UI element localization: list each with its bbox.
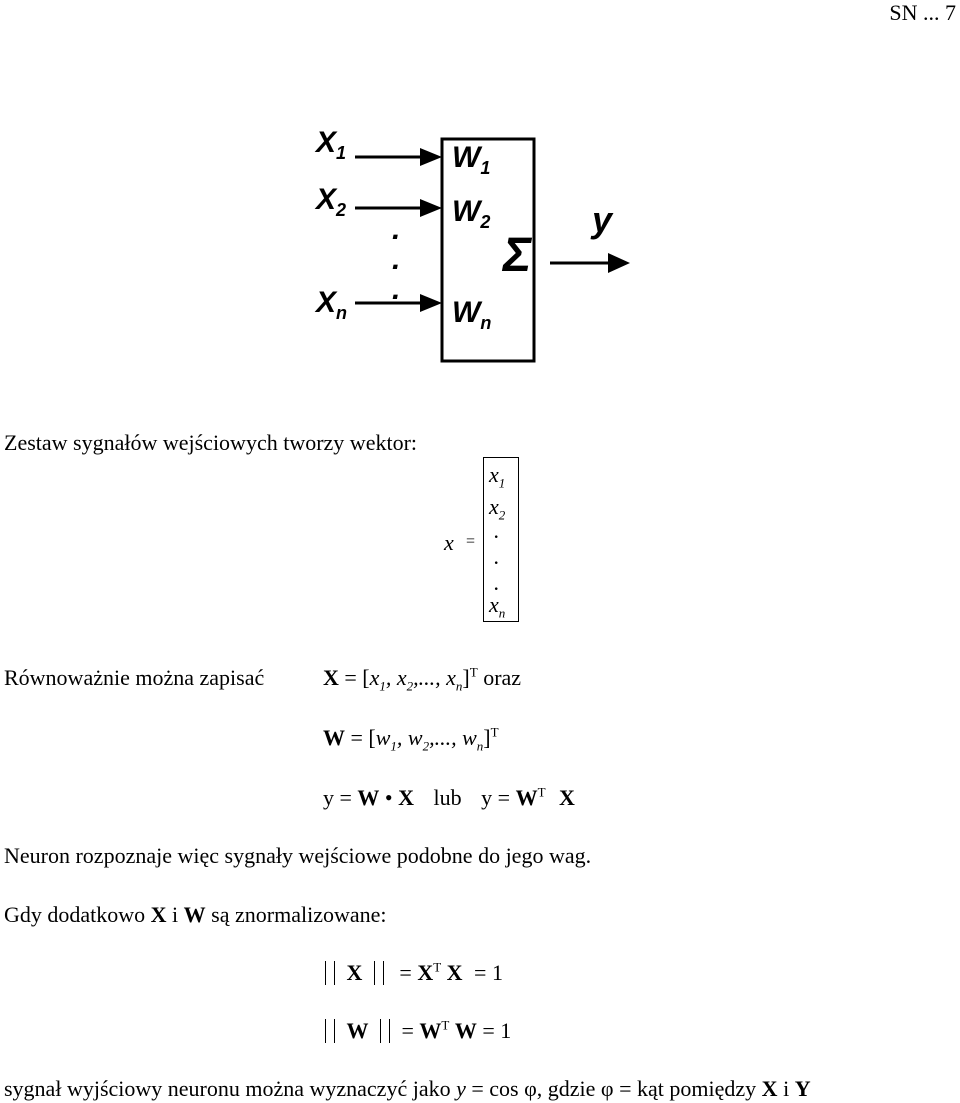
input-label-1: $X_1$	[316, 126, 347, 163]
intro-text: Zestaw sygnałów wejściowych tworzy wektor:	[4, 430, 418, 455]
vector-lhs: x	[444, 530, 454, 555]
norm-bar-right	[380, 1019, 390, 1043]
recognize-text: Neuron rozpoznaje więc sygnały wejściowe podobne do jego wag.	[4, 843, 592, 868]
final-text: sygnał wyjściowy neuronu można wyznaczyć jako y = cos φ, gdzie φ = kąt pomiędzy X i Y	[4, 1076, 811, 1101]
page-number: SN ... 7	[889, 0, 956, 25]
weight-label-1: $W_1$	[452, 141, 491, 178]
vector-el-dot-3: .	[494, 570, 500, 595]
sum-symbol: Σ	[503, 229, 532, 282]
output-arrow	[550, 253, 630, 273]
weight-label-2: $W_2$	[452, 195, 491, 232]
vector-el-n: $x_n$	[489, 592, 506, 621]
equation-y: y = W • X lub $y = W^T$ X	[323, 784, 575, 810]
input-label-n: $X_n$	[316, 286, 348, 323]
vector-el-2: $x_2$	[489, 494, 506, 523]
equiv-prefix: Równoważnie można zapisać	[4, 665, 265, 690]
output-label: y	[592, 199, 613, 240]
weight-label-n: $W_n$	[452, 296, 492, 333]
input-label-2: $X_2$	[316, 183, 347, 220]
input-arrow-1	[355, 148, 442, 166]
vector-el-1: $x_1$	[489, 462, 506, 491]
norm-bar-left	[325, 1019, 335, 1043]
norm-w-equation: $W = W^T$ W = 1	[325, 1018, 511, 1044]
equation-x-vector: $X = [x_1$, $x_2$,..., $x_n]^T$ oraz	[323, 664, 522, 694]
vector-el-dot-2: .	[494, 544, 500, 569]
normalized-text: Gdy dodatkowo X i W są znormalizowane:	[4, 902, 387, 927]
vector-equals: =	[466, 533, 476, 550]
vector-el-dot-1: .	[494, 518, 500, 543]
input-dots: . . .	[392, 213, 401, 306]
norm-x-equation: $X = X^T$ X = 1	[325, 960, 503, 986]
norm-bar-right	[374, 961, 384, 985]
equation-w-vector: $W = [w_1$, $w_2$,..., $w_n]^T$	[323, 724, 499, 754]
norm-bar-left	[325, 961, 335, 985]
